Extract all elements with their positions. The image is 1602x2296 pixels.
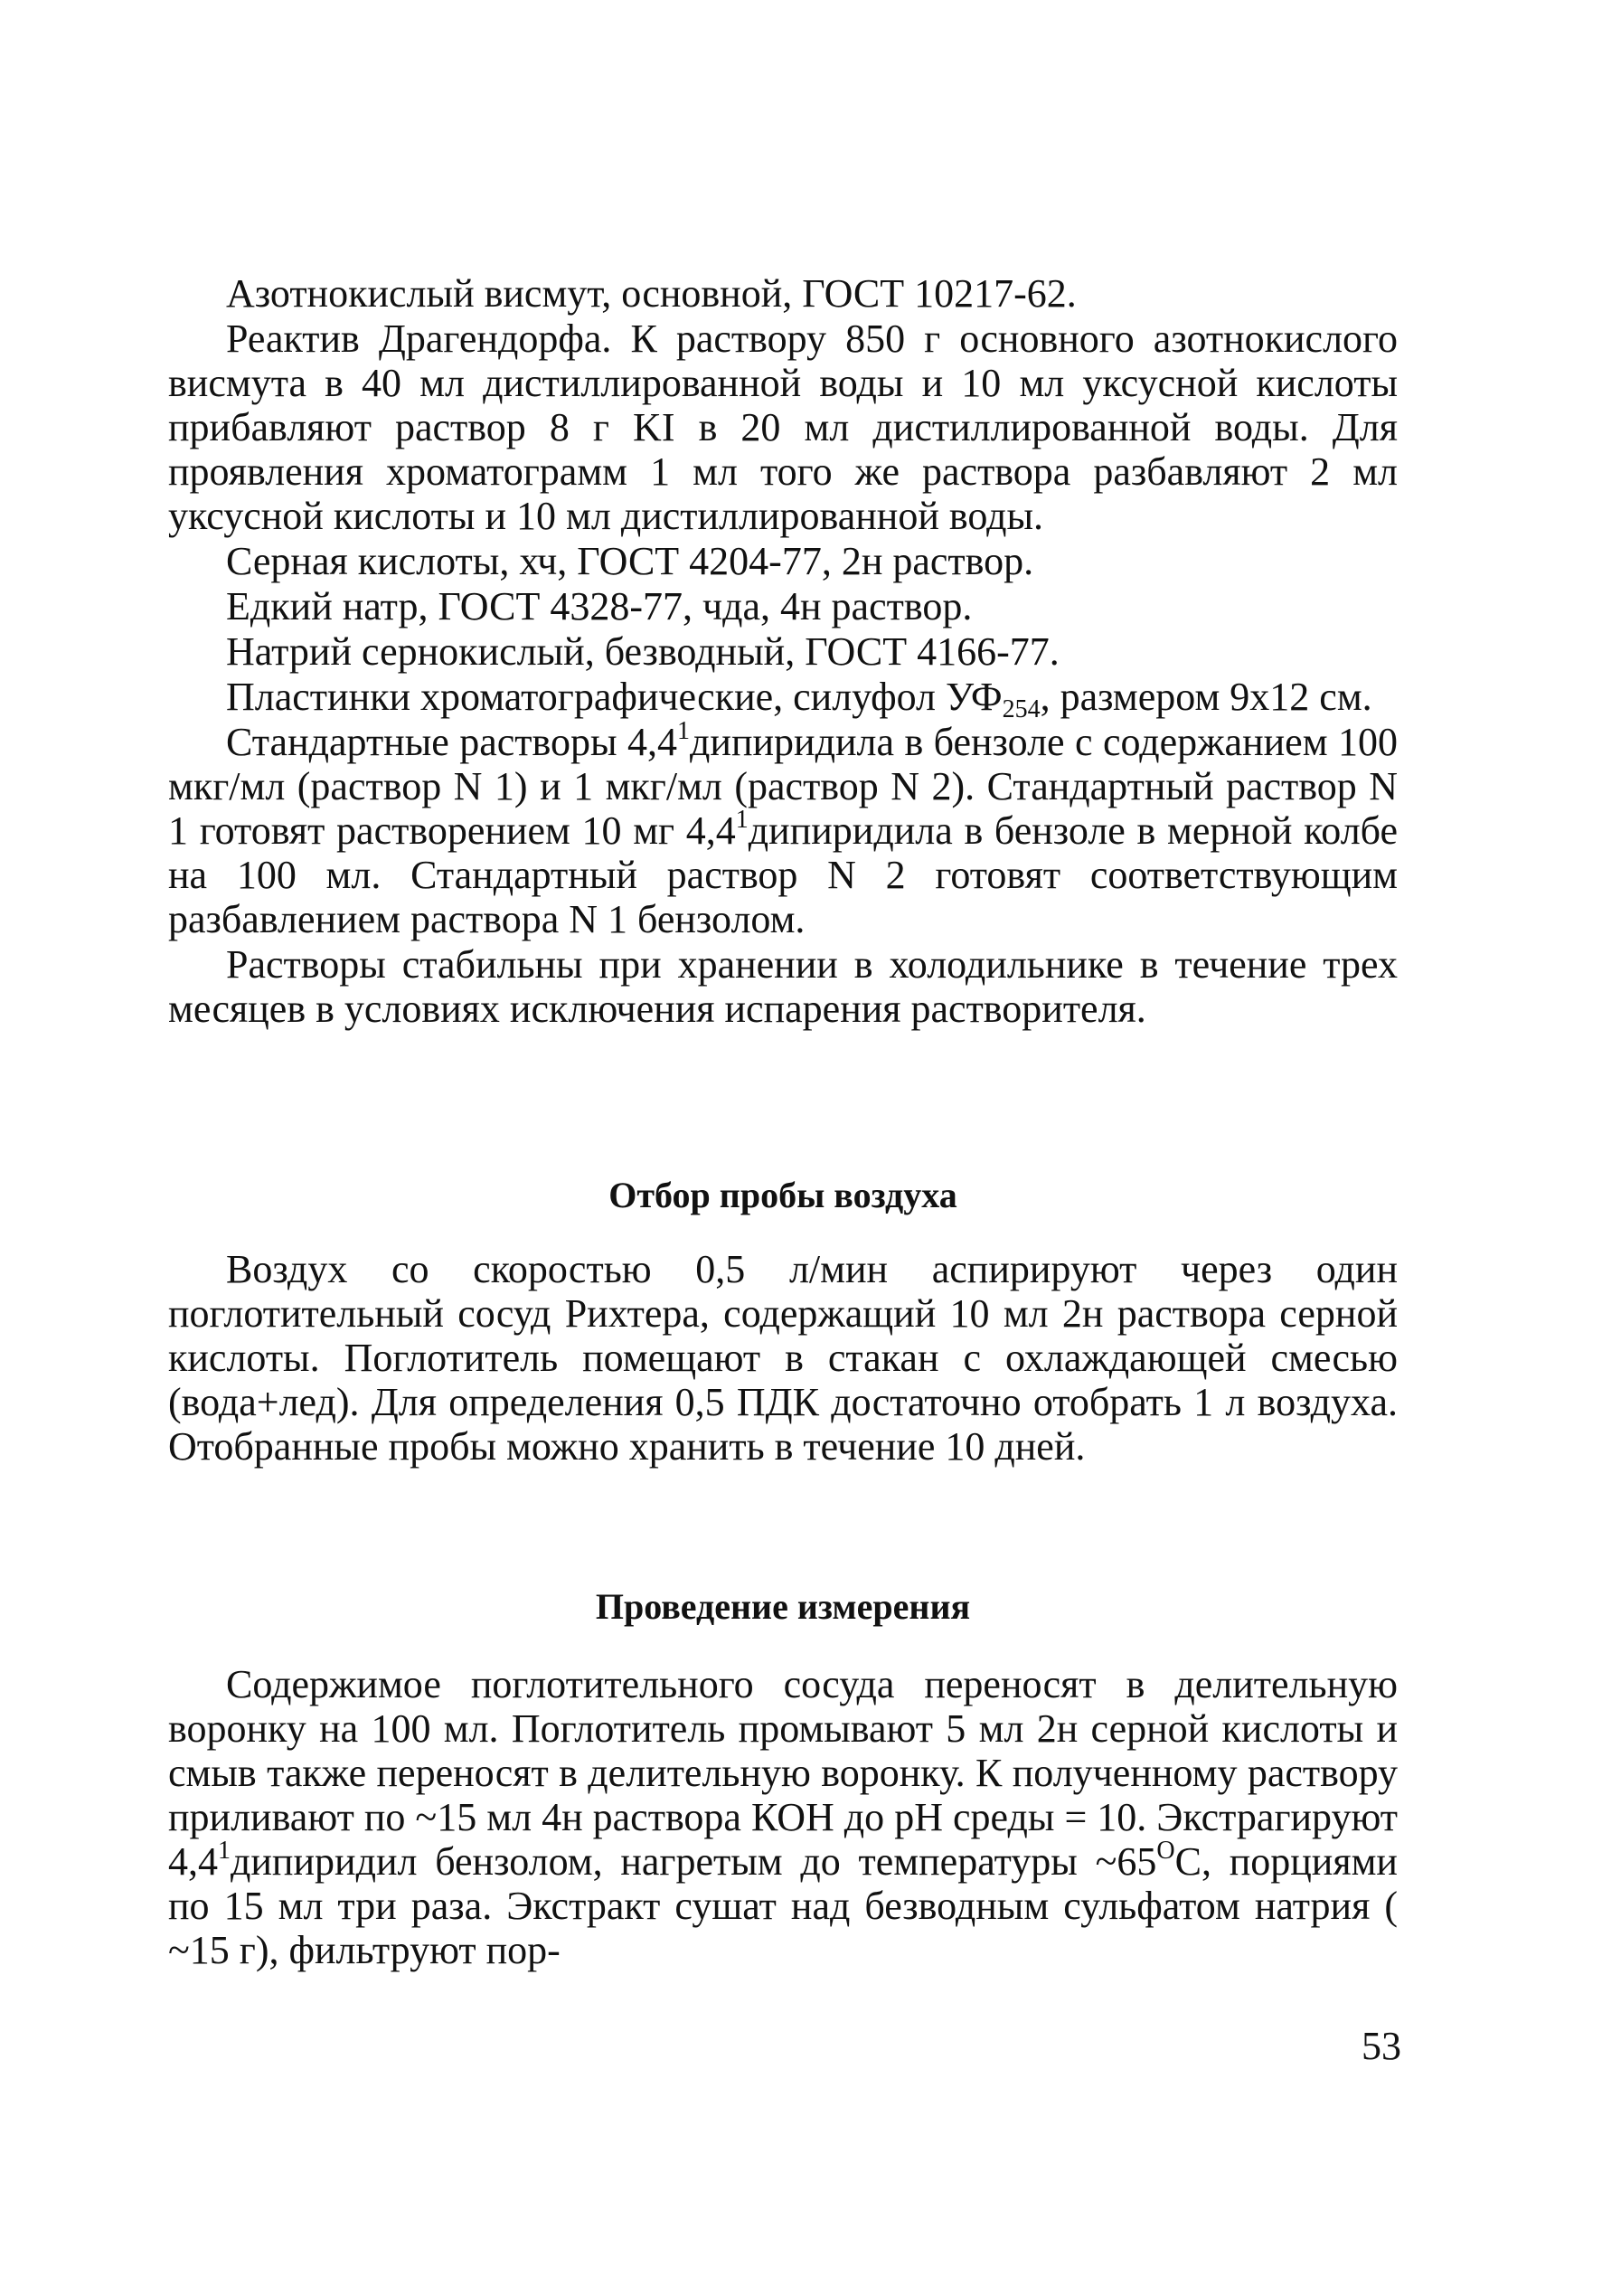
measurement-section	[168, 1662, 1398, 1973]
plates-text-prefix: Пластинки хроматографические, силуфол УФ	[226, 675, 1003, 719]
paragraph-bismuth: Азотнокислый висмут, основной, ГОСТ 10217-62.	[226, 271, 1077, 316]
plates-text-suffix: , размером 9x12 см.	[1040, 675, 1372, 719]
heading-measurement: Проведение измерения	[595, 1586, 971, 1627]
standards-text-2: дипиридила в бензоле с содержанием 100 мкг/мл (раствор N 1) и 1 мкг/мл (раствор N 2). Стандартный раствор N 1 готовят растворением 10 мг 4,4	[168, 720, 1398, 853]
measurement-text-1: Содержимое поглотительного сосуда переносят в делительную воронку на 100 мл. Поглотитель промывают 5 мл 2н серной кислоты и смыв также переносят в делительную воронку. К полученному раствору приливают по ~15 мл 4н раствора КОН до pH среды = 10. Экстрагируют 4,4	[168, 1662, 1398, 1884]
measurement-text-3: С, порциями по 15 мл три раза. Экстракт сушат над безводным сульфатом натрия ( ~15 г), фильтруют пор-	[168, 1839, 1398, 1972]
standards-superscript-1: 1	[677, 717, 691, 745]
standards-text-3: дипиридила в бензоле в мерной колбе на 100 мл. Стандартный раствор N 2 готовят соответствующим разбавлением раствора N 1 бензолом.	[168, 808, 1398, 941]
paragraph-dragendorff: Реактив Драгендорфа. К раствору 850 г основного азотнокислого висмута в 40 мл дистиллированной воды и 10 мл уксусной кислоты прибавляют раствор 8 г KI в 20 мл дистиллированной воды. Для проявления хроматограмм 1 мл того же раствора разбавляют 2 мл уксусной кислоты и 10 мл дистиллированной воды.	[168, 317, 1398, 538]
paragraph-plates	[168, 675, 1398, 723]
sampling-section	[168, 1247, 1398, 1469]
measurement-superscript-1: 1	[218, 1837, 231, 1865]
plates-subscript: 254	[1002, 695, 1041, 723]
reagents-section	[168, 271, 1398, 1032]
paragraph-sampling: Воздух со скоростью 0,5 л/мин аспирируют через один поглотительный сосуд Рихтера, содержащий 10 мл 2н раствора серной кислоты. Поглотитель помещают в стакан с охлаждающей смесью (вода+лед). Для определения 0,5 ПДК достаточно отобрать 1 л воздуха. Отобранные пробы можно хранить в течение 10 дней.	[168, 1247, 1398, 1469]
paragraph-storage: Растворы стабильны при хранении в холодильнике в течение трех месяцев в условиях исключения испарения растворителя.	[168, 942, 1398, 1031]
paragraph-measurement	[168, 1662, 1398, 1972]
page-number: 53	[1362, 2024, 1401, 2068]
measurement-text-2: дипиридил бензолом, нагретым до температуры ~65	[231, 1839, 1157, 1884]
paragraph-standards	[168, 717, 1398, 941]
paragraph-sulfuric-acid: Серная кислоты, хч, ГОСТ 4204-77, 2н раствор.	[226, 539, 1034, 583]
standards-text-1: Стандартные растворы 4,4	[226, 720, 678, 764]
standards-superscript-2: 1	[735, 806, 749, 834]
heading-air-sampling: Отбор пробы воздуха	[608, 1175, 957, 1215]
paragraph-sodium-sulfate: Натрий сернокислый, безводный, ГОСТ 4166-77.	[226, 629, 1060, 674]
measurement-superscript-2: О	[1156, 1837, 1175, 1865]
paragraph-sodium-hydroxide: Едкий натр, ГОСТ 4328-77, чда, 4н раствор.	[226, 584, 973, 628]
